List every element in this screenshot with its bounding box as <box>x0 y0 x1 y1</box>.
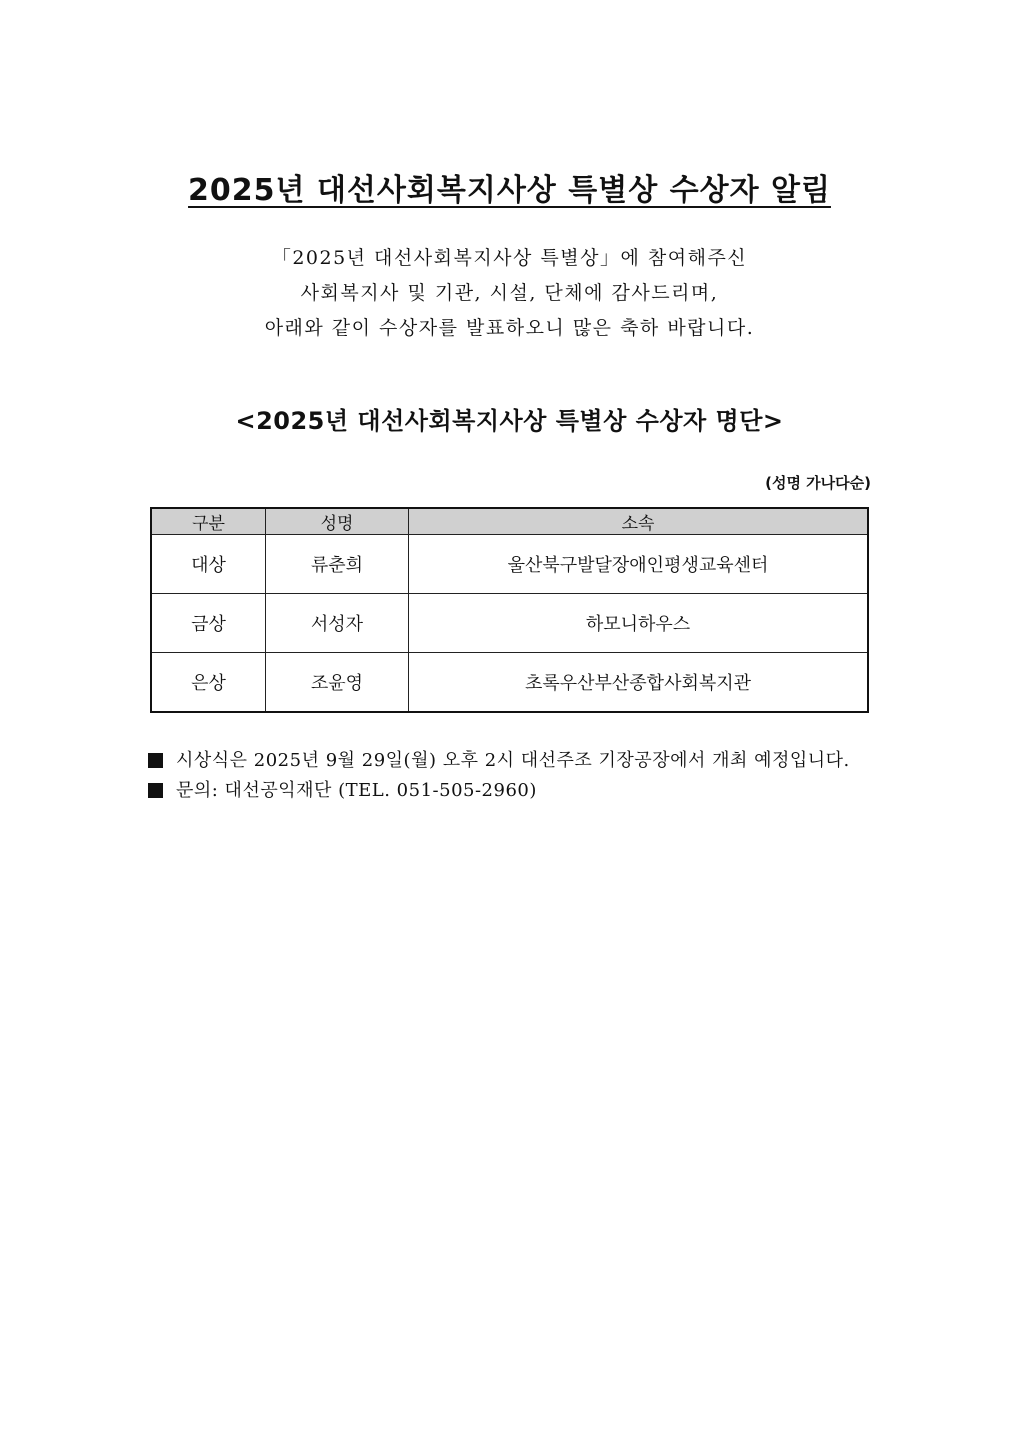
winners-table <box>150 507 869 713</box>
cell-affiliation: 울산북구발달장애인평생교육센터 <box>409 535 869 594</box>
table-header-row <box>151 508 868 535</box>
sort-note: (성명 가나다순) <box>765 474 871 492</box>
intro-paragraph <box>0 241 1019 346</box>
table-row <box>151 594 868 653</box>
header-affiliation: 소속 <box>409 508 869 535</box>
note-contact <box>148 776 868 806</box>
document-title: 2025년 대선사회복지사상 특별상 수상자 알림 <box>188 173 831 208</box>
notes-list <box>148 746 868 806</box>
note-ceremony <box>148 746 868 776</box>
intro-line-2: 사회복지사 및 기관, 시설, 단체에 감사드리며, <box>300 282 719 304</box>
header-category: 구분 <box>151 508 266 535</box>
cell-name: 조윤영 <box>266 653 409 713</box>
cell-name: 류춘희 <box>266 535 409 594</box>
note-text: 시상식은 2025년 9월 29일(월) 오후 2시 대선주조 기장공장에서 개최 예정입니다. <box>176 750 850 771</box>
note-text: 문의: 대선공익재단 (TEL. 051-505-2960) <box>176 780 537 801</box>
winners-list-title: <2025년 대선사회복지사상 특별상 수상자 명단> <box>235 407 784 435</box>
cell-category: 은상 <box>151 653 266 713</box>
cell-category: 대상 <box>151 535 266 594</box>
intro-line-3: 아래와 같이 수상자를 발표하오니 많은 축하 바랍니다. <box>264 317 755 339</box>
table-row <box>151 653 868 713</box>
cell-affiliation: 하모니하우스 <box>409 594 869 653</box>
cell-category: 금상 <box>151 594 266 653</box>
square-bullet-icon <box>148 753 163 768</box>
square-bullet-icon <box>148 783 163 798</box>
cell-name: 서성자 <box>266 594 409 653</box>
table-row <box>151 535 868 594</box>
intro-line-1: 「2025년 대선사회복지사상 특별상」에 참여해주신 <box>271 247 748 269</box>
cell-affiliation: 초록우산부산종합사회복지관 <box>409 653 869 713</box>
header-name: 성명 <box>266 508 409 535</box>
